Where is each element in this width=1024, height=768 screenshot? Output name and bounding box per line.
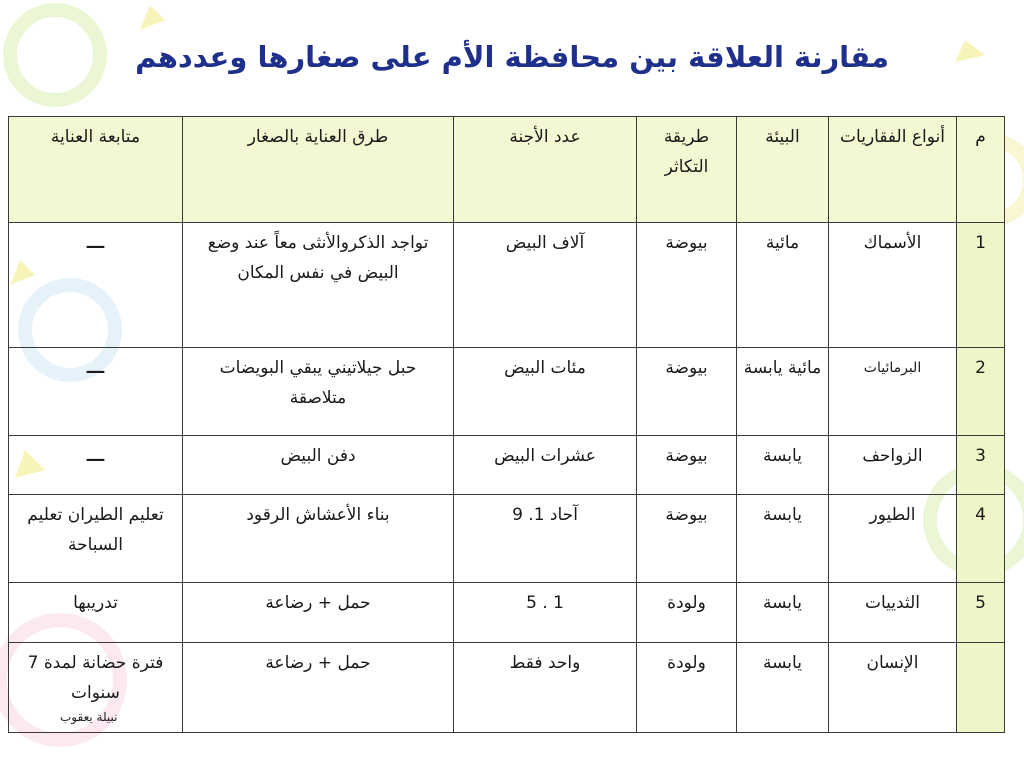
row-care-followup: ـــ	[9, 223, 183, 348]
author-signature: نبيلة يعقوب	[60, 710, 118, 724]
row-care-methods: دفن البيض	[183, 436, 454, 495]
row-care-followup: فترة حضانة لمدة 7 سنوات	[9, 643, 183, 733]
row-reproduction: بيوضة	[637, 223, 737, 348]
table-row	[9, 495, 1005, 583]
header-cell-reproduction: طريقة التكاثر	[637, 117, 737, 223]
row-environment: يابسة	[737, 436, 829, 495]
row-index: 1	[957, 223, 1005, 348]
row-environment: يابسة	[737, 643, 829, 733]
table-row	[9, 348, 1005, 436]
row-vertebrate-type: الأسماك	[829, 223, 957, 348]
row-embryo-count: آلاف البيض	[454, 223, 637, 348]
row-environment: يابسة	[737, 583, 829, 643]
row-embryo-count: واحد فقط	[454, 643, 637, 733]
row-reproduction: ولودة	[637, 583, 737, 643]
row-index: 5	[957, 583, 1005, 643]
row-embryo-count: عشرات البيض	[454, 436, 637, 495]
row-care-followup: تدريبها	[9, 583, 183, 643]
row-index: 2	[957, 348, 1005, 436]
header-cell-environment: البيئة	[737, 117, 829, 223]
row-vertebrate-type: الزواحف	[829, 436, 957, 495]
row-vertebrate-type: البرمائيات	[829, 348, 957, 436]
comparison-table	[8, 116, 1005, 733]
row-reproduction: بيوضة	[637, 436, 737, 495]
table-row	[9, 223, 1005, 348]
row-index	[957, 643, 1005, 733]
header-cell-vertebrate-type: أنواع الفقاريات	[829, 117, 957, 223]
row-vertebrate-type: الإنسان	[829, 643, 957, 733]
row-care-followup: تعليم الطيران تعليم السباحة	[9, 495, 183, 583]
row-care-methods: حمل + رضاعة	[183, 583, 454, 643]
row-embryo-count: مئات البيض	[454, 348, 637, 436]
slide-title: مقارنة العلاقة بين محافظة الأم على صغارها وعددهم	[135, 40, 889, 74]
row-care-followup: ـــ	[9, 436, 183, 495]
header-cell-care-methods: طرق العناية بالصغار	[183, 117, 454, 223]
table-row	[9, 583, 1005, 643]
row-index: 4	[957, 495, 1005, 583]
row-environment: مائية	[737, 223, 829, 348]
header-cell-embryo-count: عدد الأجنة	[454, 117, 637, 223]
row-reproduction: بيوضة	[637, 495, 737, 583]
row-care-methods: تواجد الذكروالأنثى معاً عند وضع البيض في نفس المكان	[183, 223, 454, 348]
table-header-row	[9, 117, 1005, 223]
row-embryo-count: 1 . 5	[454, 583, 637, 643]
row-index: 3	[957, 436, 1005, 495]
row-vertebrate-type: الثدييات	[829, 583, 957, 643]
header-cell-index: م	[957, 117, 1005, 223]
table-row	[9, 643, 1005, 733]
row-care-followup: ـــ	[9, 348, 183, 436]
row-embryo-count: آحاد 1. 9	[454, 495, 637, 583]
row-care-methods: بناء الأعشاش الرقود	[183, 495, 454, 583]
row-care-methods: حمل + رضاعة	[183, 643, 454, 733]
row-environment: مائية يابسة	[737, 348, 829, 436]
row-reproduction: ولودة	[637, 643, 737, 733]
row-environment: يابسة	[737, 495, 829, 583]
row-reproduction: بيوضة	[637, 348, 737, 436]
row-vertebrate-type: الطيور	[829, 495, 957, 583]
table-row	[9, 436, 1005, 495]
row-care-methods: حبل جيلاتيني يبقي البويضات متلاصقة	[183, 348, 454, 436]
header-cell-care-followup: متابعة العناية	[9, 117, 183, 223]
